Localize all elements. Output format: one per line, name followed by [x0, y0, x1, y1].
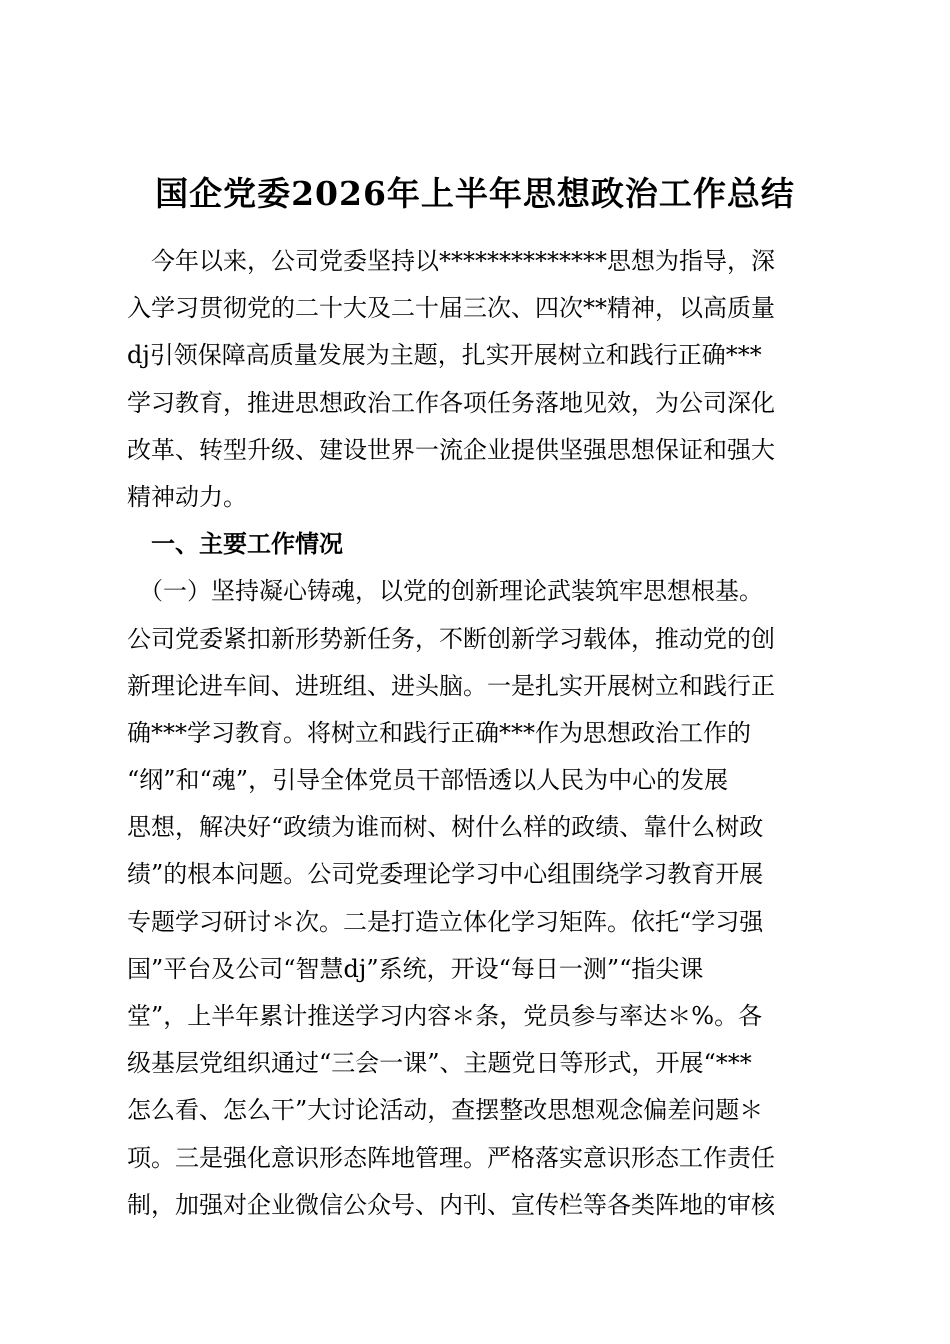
body-line: 确***学习教育。将树立和践行正确***作为思想政治工作的	[127, 718, 751, 747]
body-line: 怎么看、怎么干”大讨论活动，查摆整改思想观念偏差问题＊	[127, 1096, 764, 1125]
body-line: 国”平台及公司“智慧dj”系统，开设“每日一测”“指尖课	[127, 954, 704, 983]
body-line: 思想，解决好“政绩为谁而树、树什么样的政绩、靠什么树政	[127, 813, 764, 842]
document-body	[127, 238, 827, 1229]
body-line: dj引领保障高质量发展为主题，扎实开展树立和践行正确***	[127, 341, 762, 370]
body-line: 今年以来，公司党委坚持以**************思想为指导，深	[127, 247, 775, 275]
body-line: 新理论进车间、进班组、进头脑。一是扎实开展树立和践行正	[127, 671, 775, 700]
body-line: 级基层党组织通过“三会一课”、主题党日等形式，开展“***	[127, 1049, 752, 1078]
body-line: “纲”和“魂”，引导全体党员干部悟透以人民为中心的发展	[127, 766, 729, 795]
body-line: 专题学习研讨＊次。二是打造立体化学习矩阵。依托“学习强	[127, 907, 764, 936]
body-line: 堂”，上半年累计推送学习内容＊条，党员参与率达＊%。各	[127, 1002, 763, 1030]
body-line: 公司党委紧扣新形势新任务，不断创新学习载体，推动党的创	[127, 624, 775, 653]
section-heading: 一、主要工作情况	[127, 530, 343, 559]
body-line: 入学习贯彻党的二十大及二十届三次、四次**精神，以高质量	[127, 294, 775, 323]
body-line: 学习教育，推进思想政治工作各项任务落地见效，为公司深化	[127, 388, 775, 417]
body-line: 项。三是强化意识形态阵地管理。严格落实意识形态工作责任	[127, 1143, 775, 1172]
document-title: 国企党委2026年上半年思想政治工作总结	[155, 174, 795, 213]
body-line: 改革、转型升级、建设世界一流企业提供坚强思想保证和强大	[127, 435, 775, 464]
body-line: 绩”的根本问题。公司党委理论学习中心组围绕学习教育开展	[127, 860, 764, 889]
body-line: （一）坚持凝心铸魂，以党的创新理论武装筑牢思想根基。	[127, 577, 763, 606]
body-line: 制，加强对企业微信公众号、内刊、宣传栏等各类阵地的审核	[127, 1190, 775, 1219]
body-line: 精神动力。	[127, 482, 247, 511]
